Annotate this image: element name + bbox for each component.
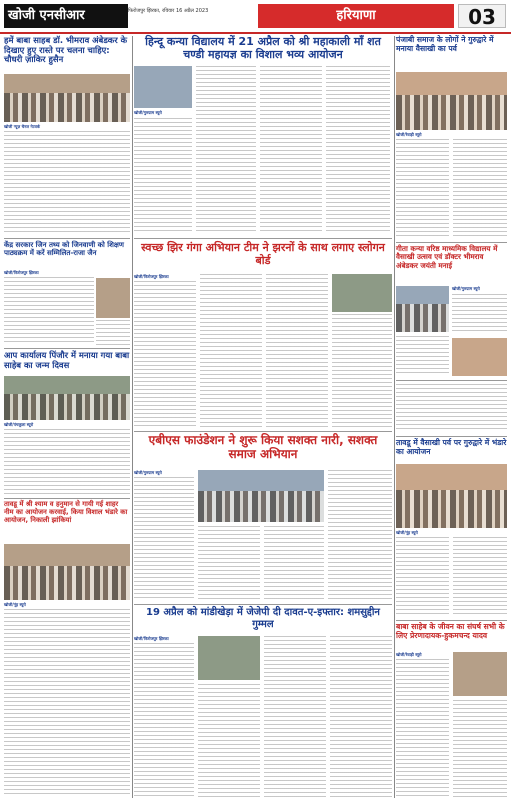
- newspaper-logo: खोजी एनसीआर: [4, 4, 128, 28]
- article-12-portrait: [453, 652, 507, 696]
- article-2-body-col1: [134, 118, 192, 234]
- article-9-photo: [396, 464, 507, 528]
- article-8-byline: खोजी/गुरुग्राम ब्यूरो: [134, 470, 162, 475]
- article-11-headline: 19 अप्रैल को मांडीखेड़ा में जेजेपी दी दावत-ए-इफ्तार: शमसुद्दीन गुम्मल: [146, 607, 380, 630]
- article-7-body: [4, 429, 130, 495]
- column-rule: [394, 36, 395, 798]
- article-6-headline: गीता कन्या वरिष्ठ माध्यमिक विद्यालय में वैसाखी उत्सव एवं डॉक्टर भीमराव अंबेडकर जयंती मनाई: [396, 244, 498, 270]
- article-12-body-col2: [453, 700, 507, 797]
- masthead: [0, 0, 511, 34]
- divider: [396, 436, 507, 437]
- article-5-body-col1: [134, 281, 196, 427]
- article-3-headline: पंजाबी समाज के लोगों ने गुरुद्वारे में मनाया वैसाखी का पर्व: [396, 35, 494, 53]
- article-9-body-col1: [396, 537, 449, 617]
- article-5-body-col4: [332, 314, 392, 427]
- dateline: फिरोजपुर झिरका, रविवार 16 अप्रैल 2023: [128, 8, 209, 14]
- article-11-byline: खोजी/फिरोजपुर झिरका: [134, 636, 169, 641]
- article-11-body-col3: [264, 636, 326, 797]
- divider: [396, 242, 507, 243]
- article-11-body-col1: [134, 643, 194, 797]
- article-12-body-col1: [396, 659, 449, 797]
- masthead-rule: [0, 32, 511, 34]
- divider: [134, 604, 392, 605]
- article-3-body-col1: [396, 139, 449, 239]
- divider: [4, 238, 130, 239]
- article-1-photo: [4, 74, 130, 122]
- article-2-body-col4: [326, 66, 390, 234]
- article-4-portrait: [96, 278, 130, 318]
- article-11-photo: [198, 636, 260, 680]
- article-8-photo: [198, 470, 324, 522]
- article-11-body-col2: [198, 684, 260, 797]
- article-9-headline: तावडू में वैसाखी पर्व पर गुरुद्वारे में भंडारे का आयोजन: [396, 438, 507, 456]
- article-1-byline: खोजी न्यूज़ चैनल नेटवर्क: [4, 124, 40, 129]
- page-number: 03: [458, 4, 506, 28]
- article-2-body-col3: [260, 66, 322, 234]
- article-7-photo: [4, 376, 130, 420]
- article-5-headline: स्वच्छ झिर गंगा अभियान टीम ने झरनों के साथ लगाए स्लोगन बोर्ड: [141, 241, 385, 267]
- column-rule: [132, 36, 133, 798]
- article-7-byline: खोजी/पंचकूला ब्यूरो: [4, 422, 34, 427]
- article-5-byline: खोजी/फिरोजपुर झिरका: [134, 274, 169, 279]
- divider: [396, 380, 507, 381]
- article-3-byline: खोजी/रेवाड़ी ब्यूरो: [396, 132, 422, 137]
- article-8-body-col3: [264, 526, 324, 601]
- divider: [134, 431, 392, 432]
- article-2-body-col2: [196, 66, 256, 234]
- divider: [4, 348, 130, 349]
- article-8-body-col1: [134, 477, 194, 601]
- article-6-photo-1: [396, 286, 449, 332]
- article-5-body-col3: [266, 274, 328, 427]
- article-2-headline: हिन्दू कन्या विद्यालय में 21 अप्रैल को श्री महाकाली माँ शत चण्डी महायज्ञ का विशाल भव्य आयोजन: [145, 35, 381, 61]
- article-9-body-col2: [453, 537, 507, 617]
- article-1-headline: हमें बाबा साहब डॉ. भीमराव अंबेडकर के दिखाए हुए रास्ते पर चलना चाहिए: चौधरी ज़ाकिर हुसैन: [4, 35, 128, 65]
- article-3-photo: [396, 72, 507, 130]
- divider: [134, 238, 392, 239]
- article-10-byline: खोजी/नूंह ब्यूरो: [4, 602, 26, 607]
- divider: [396, 620, 507, 621]
- divider: [4, 498, 130, 499]
- article-12-byline: खोजी/रेवाड़ी ब्यूरो: [396, 652, 422, 657]
- article-2-photo: [134, 66, 192, 108]
- article-4-headline: केंद्र सरकार जिन तथ्य को जिनवाणी को शिक्षण पाठ्यक्रम में करें सम्मिलित-राजा जैन: [4, 241, 124, 258]
- article-3-body-col2: [453, 139, 507, 239]
- article-4-body-col2: [96, 320, 130, 345]
- article-7-headline: आप कार्यालय पिंजौर में मनाया गया बाबा साहेब का जन्म दिवस: [4, 350, 130, 370]
- article-12-headline: बाबा साहेब के जीवन का संघर्ष सभी के लिए प्रेरणादायक-हुकमचन्द यादव: [396, 622, 505, 640]
- article-8-body-col2: [198, 526, 260, 601]
- article-6-byline: खोजी/गुरुग्राम ब्यूरो: [452, 286, 480, 291]
- article-6-body-cont: [396, 384, 507, 432]
- article-10-photo: [4, 544, 130, 600]
- article-9-byline: खोजी/नूंह ब्यूरो: [396, 530, 418, 535]
- section-title: हरियाणा: [258, 4, 454, 28]
- article-4-byline: खोजी/फिरोजपुर झिरका: [4, 270, 39, 275]
- article-5-body-col2: [200, 274, 262, 427]
- article-4-body: [4, 277, 94, 345]
- article-6-body-col2: [452, 294, 507, 334]
- article-6-body-col1: [396, 336, 449, 376]
- article-5-photo: [332, 274, 392, 312]
- article-6-photo-2: [452, 338, 507, 376]
- article-1-body: [4, 131, 130, 235]
- article-11-body-col4: [330, 636, 392, 797]
- article-8-body-col4: [328, 470, 392, 601]
- article-8-headline: एबीएस फाउंडेशन ने शुरू किया सशक्त नारी, सशक्त समाज अभियान: [148, 433, 378, 461]
- article-2-byline: खोजी/गुरुग्राम ब्यूरो: [134, 110, 162, 115]
- article-10-body: [4, 609, 130, 797]
- article-10-headline: तावडू में श्री श्याम व हनुमान से गायी गई शाहर नीम का आयोजन करवाई, किया विशाल भंडारे का आयोजन, निकाली झांकियां: [4, 500, 128, 524]
